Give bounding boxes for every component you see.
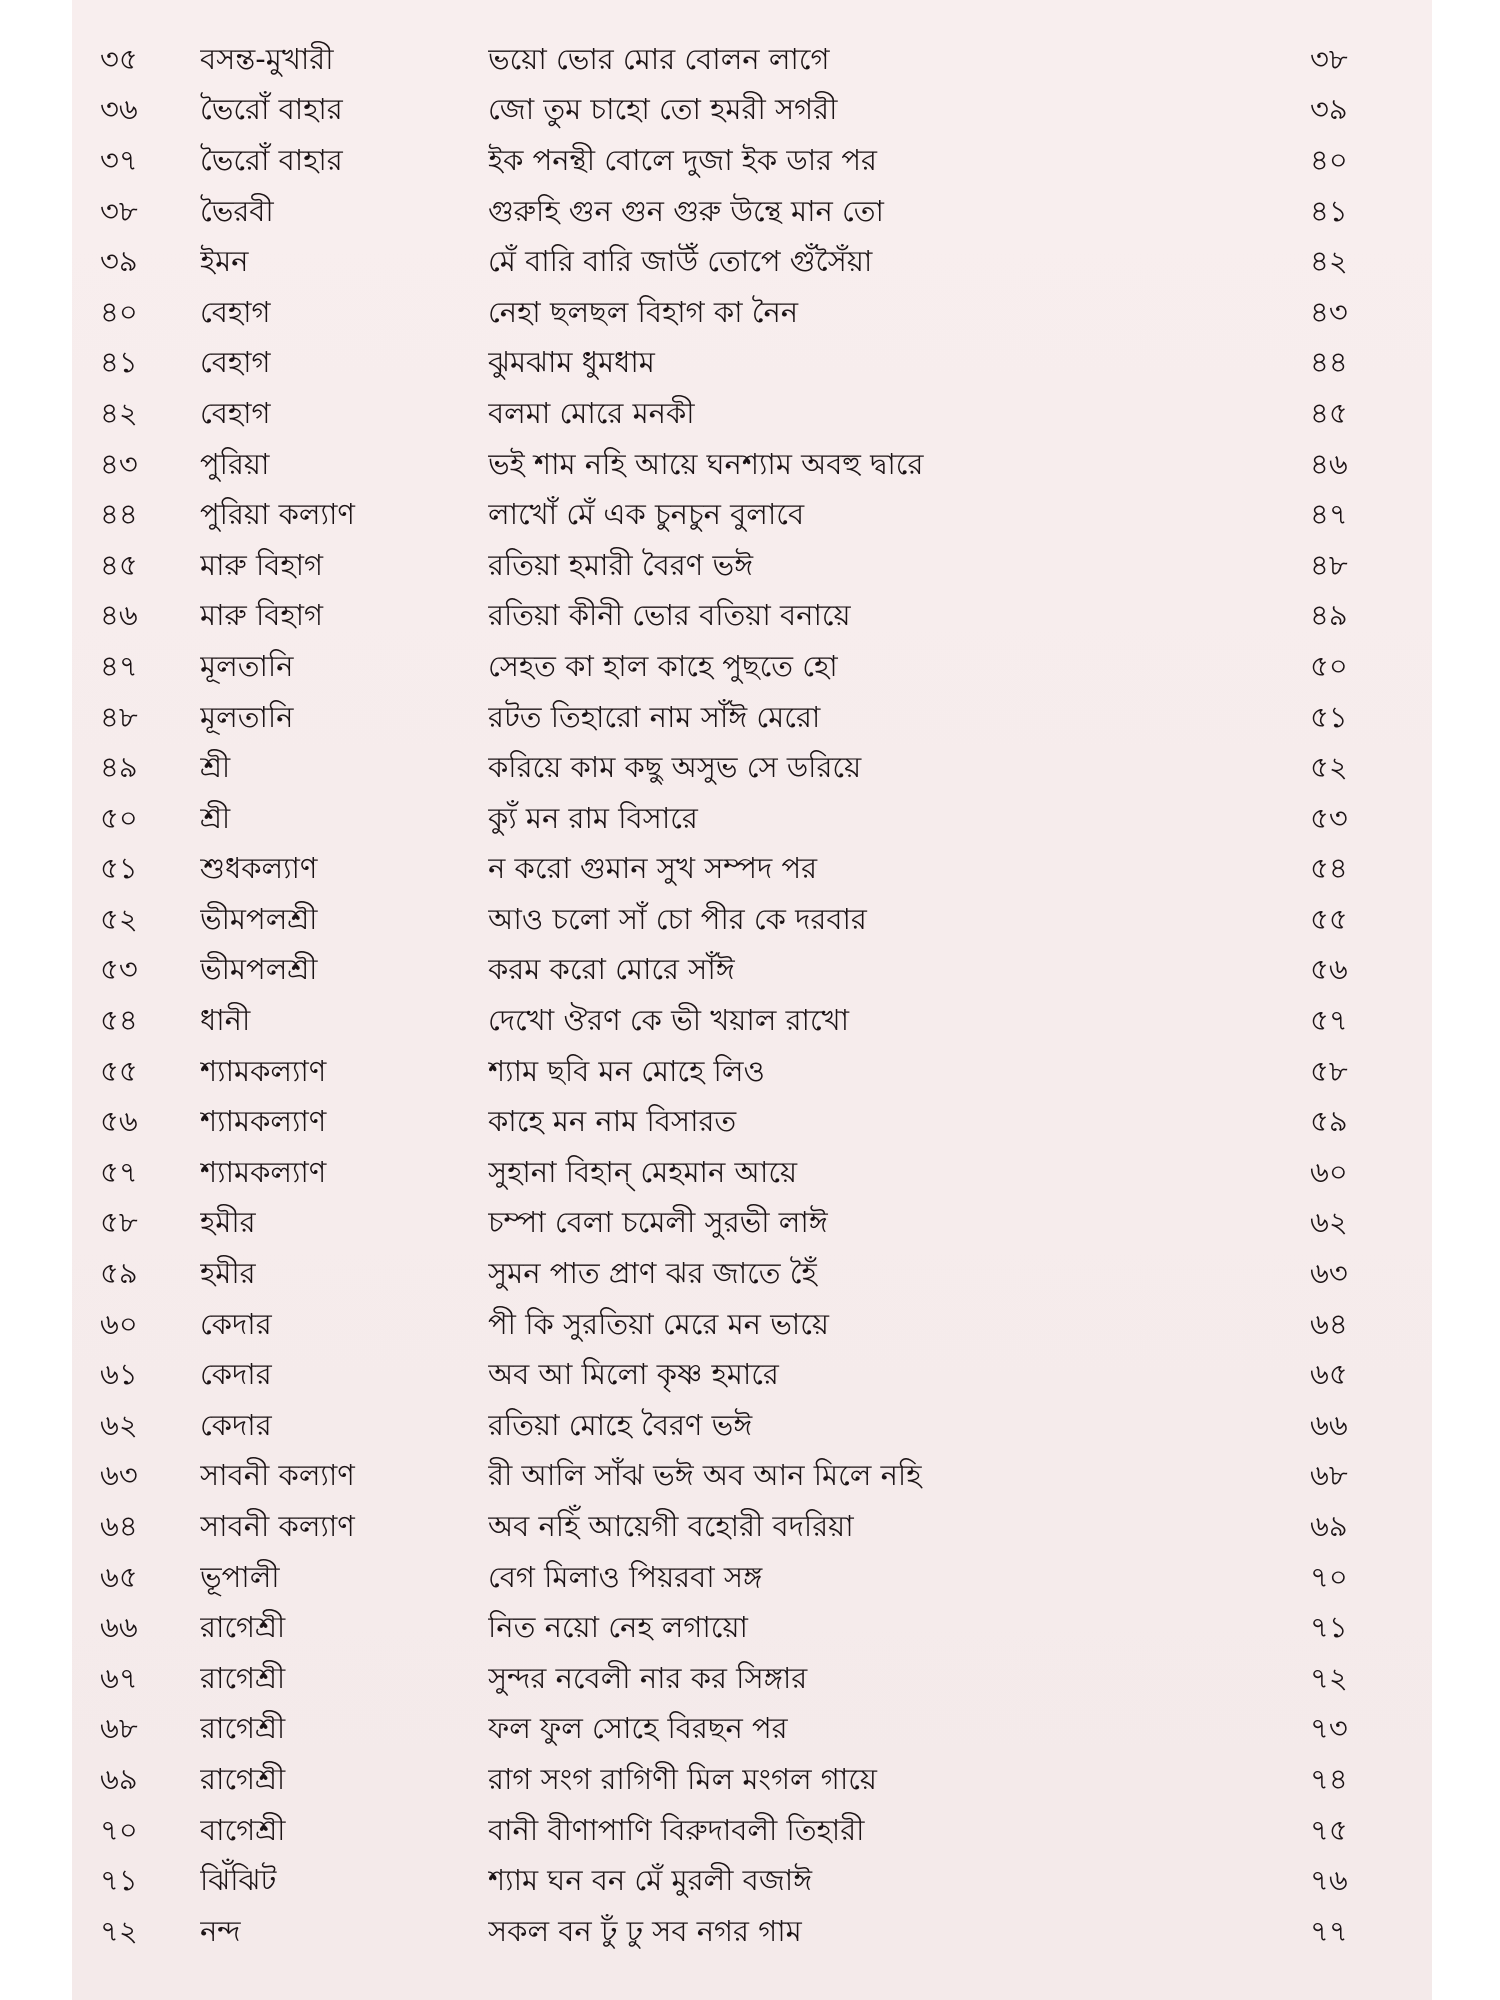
table-row [100, 489, 1400, 540]
page-number: ৩৮ [1310, 41, 1348, 76]
entry-number: ৫৫ [100, 1053, 138, 1088]
table-row [100, 1147, 1400, 1198]
table-row [100, 1400, 1400, 1451]
page-number: ৫২ [1310, 750, 1348, 785]
table-row [100, 1299, 1400, 1350]
song-index-body [100, 34, 1400, 1957]
song-title: রাগ সংগ রাগিণী মিল মংগল গায়ে [488, 1761, 877, 1796]
table-row [100, 1653, 1400, 1704]
entry-number: ৫৬ [100, 1104, 138, 1139]
entry-number: ৩৯ [100, 244, 138, 279]
entry-number: ৪৩ [100, 446, 138, 481]
entry-number: ৫৩ [100, 952, 138, 987]
song-title: পী কি সুরতিয়া মেরে মন ভায়ে [488, 1306, 829, 1341]
raga-name: কেদার [200, 1306, 272, 1341]
table-row [100, 540, 1400, 591]
table-row [100, 34, 1400, 85]
table-row [100, 1602, 1400, 1653]
entry-number: ৪৮ [100, 699, 138, 734]
page-number: ৫৪ [1310, 851, 1348, 886]
raga-name: পুরিয়া কল্যাণ [200, 497, 355, 532]
raga-name: বাগেশ্রী [200, 1812, 286, 1847]
entry-number: ৪৭ [100, 648, 138, 683]
song-title: রতিয়া কীনী ভোর বতিয়া বনায়ে [488, 598, 851, 633]
entry-number: ৩৮ [100, 193, 138, 228]
entry-number: ৫৭ [100, 1154, 138, 1189]
song-title: ভই শাম নহি আয়ে ঘনশ্যাম অবহু দ্বারে [488, 446, 924, 481]
entry-number: ৬৩ [100, 1458, 138, 1493]
page-number: ৬৬ [1310, 1407, 1348, 1442]
table-row [100, 995, 1400, 1046]
entry-number: ৭২ [100, 1913, 138, 1948]
raga-name: নন্দ [200, 1913, 241, 1948]
raga-name: রাগেশ্রী [200, 1660, 286, 1695]
page-number: ৫৩ [1310, 800, 1348, 835]
raga-name: ভূপালী [200, 1559, 280, 1594]
entry-number: ৪৬ [100, 598, 138, 633]
entry-number: ৫২ [100, 901, 138, 936]
page-number: ৭০ [1310, 1559, 1348, 1594]
raga-name: ভীমপলশ্রী [200, 952, 318, 987]
page-number: ৬৩ [1310, 1256, 1348, 1291]
table-row [100, 135, 1400, 186]
table-row [100, 1754, 1400, 1805]
song-title: সুন্দর নবেলী নার কর সিঙ্গার [488, 1660, 808, 1695]
raga-name: হমীর [200, 1205, 256, 1240]
raga-name: সাবনী কল্যাণ [200, 1458, 355, 1493]
entry-number: ৬৮ [100, 1711, 138, 1746]
table-row [100, 287, 1400, 338]
raga-name: কেদার [200, 1407, 272, 1442]
raga-name: সাবনী কল্যাণ [200, 1509, 355, 1544]
page-number: ৬৪ [1310, 1306, 1348, 1341]
page-number: ৪৫ [1310, 395, 1348, 430]
page-number: ৬৮ [1310, 1458, 1348, 1493]
page-number: ৩৯ [1310, 92, 1348, 127]
song-title: মেঁ বারি বারি জাউঁ তোপে গুঁসৈঁয়া [488, 244, 873, 279]
page-number: ৫৫ [1310, 901, 1348, 936]
entry-number: ৫৪ [100, 1003, 138, 1038]
entry-number: ৬৪ [100, 1509, 138, 1544]
page-number: ৬২ [1310, 1205, 1348, 1240]
entry-number: ৫১ [100, 851, 138, 886]
page-number: ৭১ [1310, 1610, 1348, 1645]
table-row [100, 1198, 1400, 1249]
entry-number: ৪৫ [100, 547, 138, 582]
table-row [100, 186, 1400, 237]
page-number: ৭৩ [1310, 1711, 1348, 1746]
raga-name: বেহাগ [200, 395, 271, 430]
table-row [100, 338, 1400, 389]
raga-name: ঝিঁঝিট [200, 1863, 277, 1898]
entry-number: ৪১ [100, 345, 138, 380]
song-title: ভয়ো ভোর মোর বোলন লাগে [488, 41, 830, 76]
raga-name: বেহাগ [200, 345, 271, 380]
raga-name: শ্যামকল্যাণ [200, 1154, 327, 1189]
raga-name: ভৈরবী [200, 193, 274, 228]
song-title: নেহা ছলছল বিহাগ কা নৈন [488, 294, 799, 329]
table-row [100, 1349, 1400, 1400]
song-title: রতিয়া মোহে বৈরণ ভঈ [488, 1407, 753, 1442]
entry-number: ৩৬ [100, 92, 138, 127]
raga-name: ইমন [200, 244, 249, 279]
entry-number: ৬১ [100, 1357, 138, 1392]
entry-number: ৬৬ [100, 1610, 138, 1645]
table-row [100, 85, 1400, 136]
entry-number: ৩৫ [100, 41, 138, 76]
song-title: রতিয়া হমারী বৈরণ ভঈ [488, 547, 754, 582]
table-row [100, 591, 1400, 642]
table-row [100, 439, 1400, 490]
entry-number: ৪০ [100, 294, 138, 329]
page-number: ৫৭ [1310, 1003, 1348, 1038]
table-row [100, 1451, 1400, 1502]
entry-number: ৬০ [100, 1306, 138, 1341]
table-row [100, 894, 1400, 945]
song-title: সুহানা বিহান্ মেহমান আয়ে [488, 1154, 798, 1189]
song-title: বলমা মোরে মনকী [488, 395, 695, 430]
raga-name: পুরিয়া [200, 446, 270, 481]
page-number: ৫১ [1310, 699, 1348, 734]
table-row [100, 1248, 1400, 1299]
page-number: ৭৫ [1310, 1812, 1348, 1847]
page-number: ৪২ [1310, 244, 1348, 279]
song-title: শ্যাম ছবি মন মোহে লিও [488, 1053, 765, 1088]
raga-name: শুধকল্যাণ [200, 851, 318, 886]
page-number: ৪১ [1310, 193, 1348, 228]
song-title: সেহত কা হাল কাহে পুছতে হো [488, 648, 838, 683]
song-title: ইক পনন্থী বোলে দুজা ইক ডার পর [488, 142, 877, 177]
raga-name: শ্রী [200, 800, 231, 835]
raga-name: রাগেশ্রী [200, 1610, 286, 1645]
song-title: নিত নয়ো নেহ লগায়ো [488, 1610, 748, 1645]
song-index-table [100, 34, 1400, 1957]
page-number: ৬৫ [1310, 1357, 1348, 1392]
table-row [100, 1096, 1400, 1147]
page-number: ৪৭ [1310, 497, 1348, 532]
song-title: ঝুমঝাম ধুমধাম [488, 345, 655, 380]
song-title: আও চলো সাঁ চো পীর কে দরবার [488, 901, 867, 936]
table-row [100, 844, 1400, 895]
raga-name: বেহাগ [200, 294, 271, 329]
entry-number: ৬২ [100, 1407, 138, 1442]
page-number: ৪০ [1310, 142, 1348, 177]
song-title: ক্যুঁ মন রাম বিসারে [488, 800, 698, 835]
song-title: করিয়ে কাম কছু অসুভ সে ডরিয়ে [488, 750, 862, 785]
table-row [100, 945, 1400, 996]
entry-number: ৫৮ [100, 1205, 138, 1240]
raga-name: শ্যামকল্যাণ [200, 1053, 327, 1088]
song-title: চম্পা বেলা চমেলী সুরভী লাঈ [488, 1205, 828, 1240]
raga-name: হমীর [200, 1256, 256, 1291]
entry-number: ৬৭ [100, 1660, 138, 1695]
entry-number: ৬৯ [100, 1761, 138, 1796]
raga-name: মূলতানি [200, 648, 294, 683]
page-number: ৫৬ [1310, 952, 1348, 987]
table-row [100, 1501, 1400, 1552]
song-title: অব নহিঁ আয়েগী বহোরী বদরিয়া [488, 1509, 854, 1544]
table-row [100, 641, 1400, 692]
raga-name: রাগেশ্রী [200, 1761, 286, 1796]
raga-name: রাগেশ্রী [200, 1711, 286, 1746]
page-number: ৬০ [1310, 1154, 1348, 1189]
song-title: সুমন পাত প্রাণ ঝর জাতে হৈঁ [488, 1256, 817, 1291]
page-number: ৫০ [1310, 648, 1348, 683]
entry-number: ৪৪ [100, 497, 138, 532]
page-number: ৪৬ [1310, 446, 1348, 481]
entry-number: ৩৭ [100, 142, 138, 177]
entry-number: ৪৯ [100, 750, 138, 785]
page-number: ৭৬ [1310, 1863, 1348, 1898]
song-title: ন করো গুমান সুখ সম্পদ পর [488, 851, 818, 886]
entry-number: ৪২ [100, 395, 138, 430]
song-title: বানী বীণাপাণি বিরুদাবলী তিহারী [488, 1812, 865, 1847]
raga-name: মারু বিহাগ [200, 547, 324, 582]
raga-name: শ্রী [200, 750, 231, 785]
song-title: ফল ফুল সোহে বিরছন পর [488, 1711, 788, 1746]
table-row [100, 388, 1400, 439]
raga-name: মারু বিহাগ [200, 598, 324, 633]
table-row [100, 236, 1400, 287]
page-number: ৫৯ [1310, 1104, 1348, 1139]
entry-number: ৭০ [100, 1812, 138, 1847]
song-title: রী আলি সাঁঝ ভঈ অব আন মিলে নহি [488, 1458, 922, 1493]
song-title: রটত তিহারো নাম সাঁঈ মেরো [488, 699, 821, 734]
song-title: শ্যাম ঘন বন মেঁ মুরলী বজাঈ [488, 1863, 813, 1898]
song-title: বেগ মিলাও পিয়রবা সঙ্গ [488, 1559, 763, 1594]
page-number: ৪৪ [1310, 345, 1348, 380]
table-row [100, 1855, 1400, 1906]
page-number: ৭২ [1310, 1660, 1348, 1695]
song-title: জো তুম চাহো তো হমরী সগরী [488, 92, 838, 127]
entry-number: ৫৯ [100, 1256, 138, 1291]
song-title: দেখো ঔরণ কে ভী খয়াল রাখো [488, 1003, 850, 1038]
raga-name: বসন্ত-মুখারী [200, 41, 334, 76]
song-title: সকল বন ঢুঁ ঢু সব নগর গাম [488, 1913, 802, 1948]
table-row [100, 1906, 1400, 1957]
table-row [100, 1046, 1400, 1097]
table-row [100, 1704, 1400, 1755]
entry-number: ৬৫ [100, 1559, 138, 1594]
page-number: ৬৯ [1310, 1509, 1348, 1544]
table-row [100, 742, 1400, 793]
table-row [100, 793, 1400, 844]
page-number: ৪৩ [1310, 294, 1348, 329]
raga-name: ভীমপলশ্রী [200, 901, 318, 936]
song-title: গুরুহি গুন গুন গুরু উন্থে মান তো [488, 193, 884, 228]
entry-number: ৫০ [100, 800, 138, 835]
song-title: করম করো মোরে সাঁঈ [488, 952, 735, 987]
table-row [100, 1805, 1400, 1856]
entry-number: ৭১ [100, 1863, 138, 1898]
table-row [100, 692, 1400, 743]
raga-name: ধানী [200, 1003, 251, 1038]
song-title: লাখোঁ মেঁ এক চুনচুন বুলাবে [488, 497, 805, 532]
page-number: ৭৭ [1310, 1913, 1348, 1948]
table-row [100, 1552, 1400, 1603]
raga-name: ভৈরোঁ বাহার [200, 142, 343, 177]
raga-name: শ্যামকল্যাণ [200, 1104, 327, 1139]
raga-name: মূলতানি [200, 699, 294, 734]
page-number: ৫৮ [1310, 1053, 1348, 1088]
song-title: কাহে মন নাম বিসারত [488, 1104, 737, 1139]
raga-name: কেদার [200, 1357, 272, 1392]
page-number: ৪৯ [1310, 598, 1348, 633]
page-number: ৭৪ [1310, 1761, 1348, 1796]
raga-name: ভৈরোঁ বাহার [200, 92, 343, 127]
song-title: অব আ মিলো কৃষ্ণ হমারে [488, 1357, 779, 1392]
page-number: ৪৮ [1310, 547, 1348, 582]
